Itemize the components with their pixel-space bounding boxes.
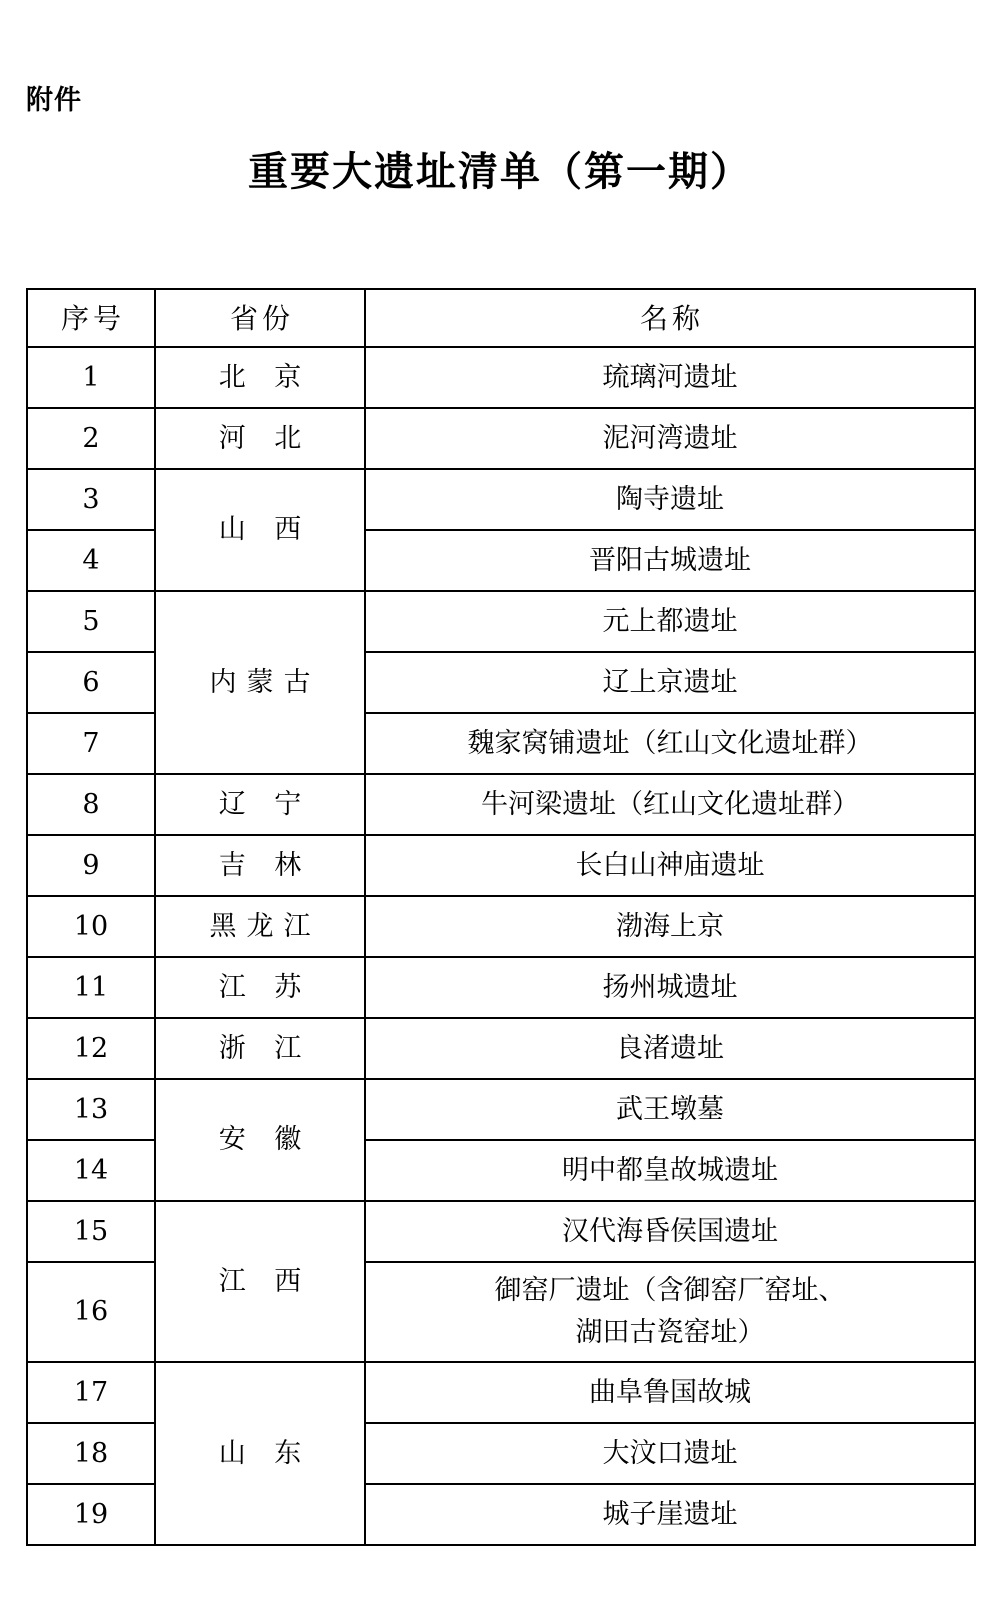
cell-name: 汉代海昏侯国遗址	[365, 1201, 975, 1262]
heritage-list-table-wrapper	[26, 288, 974, 1546]
cell-index: 2	[27, 408, 155, 469]
cell-province: 山 西	[155, 469, 365, 591]
cell-name: 辽上京遗址	[365, 652, 975, 713]
cell-name: 扬州城遗址	[365, 957, 975, 1018]
cell-name: 御窑厂遗址（含御窑厂窑址、 湖田古瓷窑址）	[365, 1262, 975, 1362]
cell-name: 元上都遗址	[365, 591, 975, 652]
cell-name: 牛河梁遗址（红山文化遗址群）	[365, 774, 975, 835]
column-header-index: 序号	[27, 289, 155, 347]
table-row	[27, 835, 975, 896]
cell-name: 良渚遗址	[365, 1018, 975, 1079]
table-row	[27, 1018, 975, 1079]
table-row	[27, 774, 975, 835]
table-row	[27, 1201, 975, 1262]
cell-name: 武王墩墓	[365, 1079, 975, 1140]
cell-name: 曲阜鲁国故城	[365, 1362, 975, 1423]
table-row	[27, 1362, 975, 1423]
cell-index: 5	[27, 591, 155, 652]
cell-province: 河 北	[155, 408, 365, 469]
cell-province: 内蒙古	[155, 591, 365, 774]
cell-province: 江 西	[155, 1201, 365, 1362]
cell-name: 泥河湾遗址	[365, 408, 975, 469]
cell-province: 江 苏	[155, 957, 365, 1018]
cell-index: 4	[27, 530, 155, 591]
cell-province: 安 徽	[155, 1079, 365, 1201]
cell-index: 6	[27, 652, 155, 713]
cell-index: 18	[27, 1423, 155, 1484]
cell-index: 12	[27, 1018, 155, 1079]
cell-province: 辽 宁	[155, 774, 365, 835]
table-row	[27, 896, 975, 957]
table-body	[27, 347, 975, 1545]
cell-province: 黑龙江	[155, 896, 365, 957]
heritage-list-table	[26, 288, 976, 1546]
cell-name: 大汶口遗址	[365, 1423, 975, 1484]
cell-name: 晋阳古城遗址	[365, 530, 975, 591]
cell-province: 吉 林	[155, 835, 365, 896]
cell-name: 琉璃河遗址	[365, 347, 975, 408]
table-header-row	[27, 289, 975, 347]
cell-index: 17	[27, 1362, 155, 1423]
cell-province: 山 东	[155, 1362, 365, 1545]
cell-index: 19	[27, 1484, 155, 1545]
table-row	[27, 347, 975, 408]
cell-index: 14	[27, 1140, 155, 1201]
cell-index: 15	[27, 1201, 155, 1262]
cell-name: 渤海上京	[365, 896, 975, 957]
page-title: 重要大遗址清单（第一期）	[248, 148, 752, 195]
cell-name: 陶寺遗址	[365, 469, 975, 530]
cell-index: 3	[27, 469, 155, 530]
cell-name: 城子崖遗址	[365, 1484, 975, 1545]
table-row	[27, 1079, 975, 1140]
cell-index: 10	[27, 896, 155, 957]
table-row	[27, 591, 975, 652]
cell-province: 浙 江	[155, 1018, 365, 1079]
cell-name: 明中都皇故城遗址	[365, 1140, 975, 1201]
table-header	[27, 289, 975, 347]
cell-index: 1	[27, 347, 155, 408]
cell-index: 13	[27, 1079, 155, 1140]
cell-index: 11	[27, 957, 155, 1018]
cell-name: 魏家窝铺遗址（红山文化遗址群）	[365, 713, 975, 774]
column-header-name: 名称	[365, 289, 975, 347]
attachment-label: 附件	[26, 85, 82, 116]
table-row	[27, 957, 975, 1018]
cell-index: 8	[27, 774, 155, 835]
table-row	[27, 469, 975, 530]
cell-name: 长白山神庙遗址	[365, 835, 975, 896]
cell-index: 9	[27, 835, 155, 896]
column-header-province: 省份	[155, 289, 365, 347]
table-row	[27, 408, 975, 469]
cell-index: 7	[27, 713, 155, 774]
cell-index: 16	[27, 1262, 155, 1362]
cell-province: 北 京	[155, 347, 365, 408]
